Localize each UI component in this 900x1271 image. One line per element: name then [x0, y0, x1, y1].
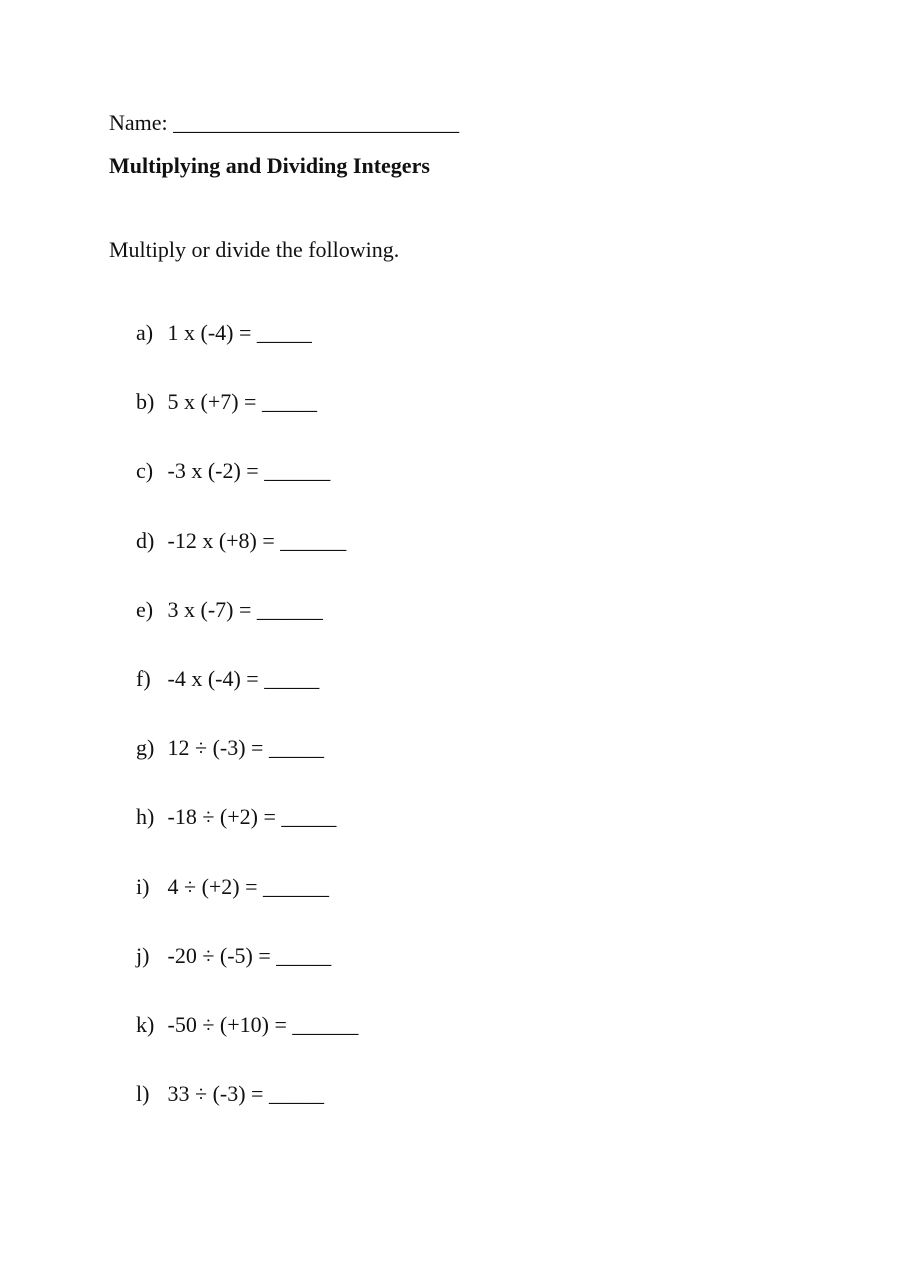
worksheet-instructions: Multiply or divide the following. [109, 237, 400, 262]
problem-letter: d) [136, 527, 155, 553]
problem-item [136, 664, 358, 733]
problem-item [136, 387, 358, 456]
problem-expression: -4 x (-4) = _____ [167, 665, 320, 691]
problem-expression: -20 ÷ (-5) = _____ [167, 942, 332, 968]
problem-letter: h) [136, 804, 155, 830]
problem-letter: f) [136, 665, 151, 691]
problem-item [136, 456, 358, 525]
problem-letter: j) [136, 942, 150, 968]
problem-letter: a) [136, 320, 154, 345]
problem-expression: 33 ÷ (-3) = _____ [167, 1081, 324, 1107]
problem-item [136, 318, 358, 387]
problem-item [136, 1079, 358, 1148]
problem-item [136, 1010, 358, 1079]
problem-expression: 4 ÷ (+2) = ______ [167, 873, 330, 899]
worksheet-title: Multiplying and Dividing Integers [109, 153, 430, 178]
problem-letter: k) [136, 1011, 155, 1037]
problem-expression: -3 x (-2) = ______ [167, 458, 331, 484]
problem-expression: 12 ÷ (-3) = _____ [167, 735, 324, 761]
problem-item [136, 733, 358, 802]
problem-item [136, 872, 358, 941]
problem-expression: 3 x (-7) = ______ [167, 596, 323, 622]
problem-letter: c) [136, 458, 154, 484]
problem-expression: 1 x (-4) = _____ [167, 320, 312, 345]
problem-expression: -12 x (+8) = ______ [167, 527, 347, 553]
problem-expression: 5 x (+7) = _____ [167, 389, 317, 415]
problem-item [136, 526, 358, 595]
problem-item [136, 941, 358, 1010]
problem-letter: l) [136, 1081, 150, 1107]
problem-letter: e) [136, 596, 154, 622]
problem-letter: i) [136, 873, 150, 899]
problem-expression: -50 ÷ (+10) = ______ [167, 1011, 359, 1037]
problem-item [136, 595, 358, 664]
name-field-label: Name: __________________________ [109, 110, 460, 135]
problem-item [136, 802, 358, 871]
problem-expression: -18 ÷ (+2) = _____ [167, 804, 337, 830]
problem-letter: g) [136, 735, 155, 761]
problem-list [136, 318, 358, 1148]
problem-letter: b) [136, 389, 155, 415]
